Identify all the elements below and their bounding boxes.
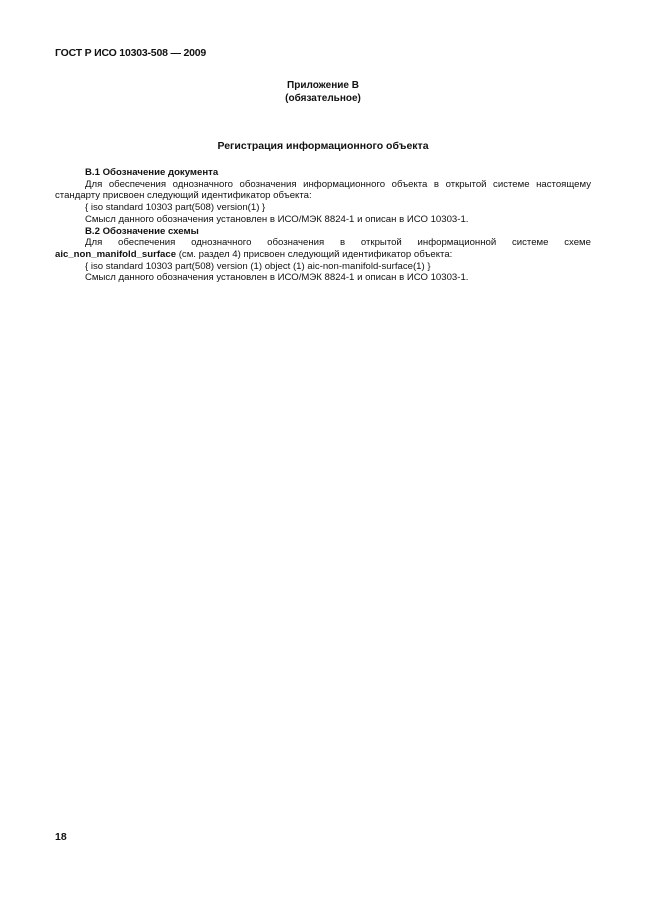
standard-code-header: ГОСТ Р ИСО 10303-508 — 2009: [55, 47, 207, 59]
appendix-status: (обязательное): [285, 93, 361, 104]
b1-paragraph-line-1: Для обеспечения однозначного обозначения информационного объекта в открытой системе настоящему: [85, 178, 591, 190]
b2-paragraph-line-2-rest: (см. раздел 4) присвоен следующий идентификатор объекта:: [176, 248, 453, 260]
b2-identifier: { iso standard 10303 part(508) version (1) object (1) aic-non-manifold-surface(1) }: [85, 260, 431, 272]
section-title: Регистрация информационного объекта: [217, 140, 429, 152]
b1-identifier: { iso standard 10303 part(508) version(1) }: [85, 202, 266, 214]
b2-meaning: Смысл данного обозначения установлен в ИСО/МЭК 8824-1 и описан в ИСО 10303-1.: [85, 272, 469, 284]
appendix-title: Приложение В: [287, 80, 359, 91]
b2-heading: В.2 Обозначение схемы: [85, 225, 199, 237]
page-number: 18: [55, 831, 67, 843]
body-text: [55, 167, 591, 284]
b1-meaning: Смысл данного обозначения установлен в ИСО/МЭК 8824-1 и описан в ИСО 10303-1.: [85, 213, 469, 225]
schema-name: aic_non_manifold_surface: [55, 248, 177, 260]
b1-paragraph-line-2: стандарту присвоен следующий идентификатор объекта:: [55, 190, 312, 202]
b2-paragraph-line-1: Для обеспечения однозначного обозначения в открытой информационной системе схеме: [85, 237, 591, 249]
b1-heading: В.1 Обозначение документа: [85, 167, 219, 178]
b2-paragraph-line-2: [55, 249, 591, 261]
